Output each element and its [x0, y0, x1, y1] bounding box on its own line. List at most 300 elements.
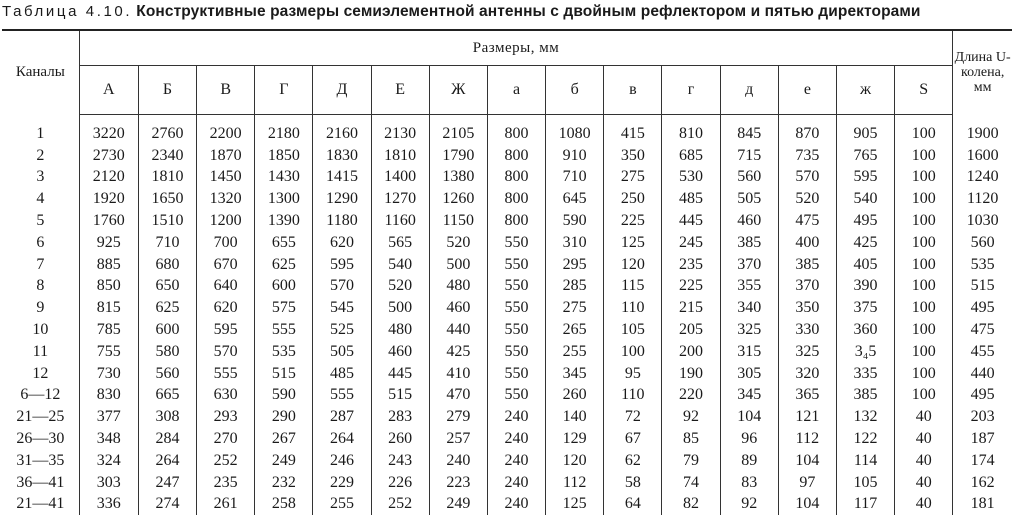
value-cell: 470: [429, 385, 487, 407]
value-cell: 125: [604, 232, 662, 254]
value-cell: 1390: [255, 210, 313, 232]
column-header: д: [720, 66, 778, 115]
value-cell: 40: [895, 472, 953, 494]
value-cell: 550: [487, 385, 545, 407]
channels-header: Каналы: [2, 30, 79, 115]
value-cell: 104: [778, 450, 836, 472]
value-cell: 1120: [953, 188, 1012, 210]
value-cell: 710: [138, 232, 196, 254]
table-body: [2, 115, 1012, 516]
value-cell: 325: [778, 341, 836, 363]
value-cell: 1300: [255, 188, 313, 210]
value-cell: 735: [778, 145, 836, 167]
column-header: Г: [255, 66, 313, 115]
value-cell: 565: [371, 232, 429, 254]
value-cell: 283: [371, 406, 429, 428]
channel-cell: 21—41: [2, 494, 79, 516]
column-header: S: [895, 66, 953, 115]
table-row: [2, 232, 1012, 254]
value-cell: 495: [953, 385, 1012, 407]
channel-cell: 12: [2, 363, 79, 385]
value-cell: 229: [313, 472, 371, 494]
value-cell: 1650: [138, 188, 196, 210]
value-cell: 330: [778, 319, 836, 341]
value-cell: 540: [371, 254, 429, 276]
table-caption: [2, 3, 1012, 21]
value-cell: 1180: [313, 210, 371, 232]
value-cell: 810: [662, 115, 720, 145]
value-cell: 112: [778, 428, 836, 450]
value-cell: 1430: [255, 167, 313, 189]
value-cell: 815: [79, 297, 138, 319]
value-cell: 570: [313, 276, 371, 298]
value-cell: 96: [720, 428, 778, 450]
value-cell: 595: [313, 254, 371, 276]
value-cell: 650: [138, 276, 196, 298]
value-cell: 560: [138, 363, 196, 385]
value-cell: 550: [487, 297, 545, 319]
value-cell: 1920: [79, 188, 138, 210]
value-cell: 590: [546, 210, 604, 232]
channel-cell: 9: [2, 297, 79, 319]
value-cell: 445: [371, 363, 429, 385]
value-cell: 385: [720, 232, 778, 254]
value-cell: 1400: [371, 167, 429, 189]
value-cell: 800: [487, 115, 545, 145]
value-cell: 122: [836, 428, 894, 450]
value-cell: 255: [313, 494, 371, 516]
value-cell: 200: [662, 341, 720, 363]
value-cell: 670: [197, 254, 255, 276]
value-cell: 40: [895, 406, 953, 428]
value-cell: 370: [778, 276, 836, 298]
value-cell: 535: [255, 341, 313, 363]
value-cell: 115: [604, 276, 662, 298]
value-cell: 460: [429, 297, 487, 319]
value-cell: 267: [255, 428, 313, 450]
value-cell: 495: [836, 210, 894, 232]
value-cell: 3220: [79, 115, 138, 145]
value-cell: 640: [197, 276, 255, 298]
value-cell: 2105: [429, 115, 487, 145]
value-cell: 350: [604, 145, 662, 167]
value-cell: 125: [546, 494, 604, 516]
value-cell: 665: [138, 385, 196, 407]
value-cell: 350: [778, 297, 836, 319]
value-cell: 104: [778, 494, 836, 516]
value-cell: 440: [429, 319, 487, 341]
value-cell: 240: [487, 428, 545, 450]
value-cell: 645: [546, 188, 604, 210]
value-cell: 181: [953, 494, 1012, 516]
table-row: [2, 406, 1012, 428]
column-header: б: [546, 66, 604, 115]
value-cell: 377: [79, 406, 138, 428]
value-cell: 905: [836, 115, 894, 145]
value-cell: 240: [429, 450, 487, 472]
column-header: в: [604, 66, 662, 115]
channel-cell: 6—12: [2, 385, 79, 407]
value-cell: 560: [720, 167, 778, 189]
value-cell: 249: [429, 494, 487, 516]
value-cell: 320: [778, 363, 836, 385]
column-header: Е: [371, 66, 429, 115]
value-cell: 58: [604, 472, 662, 494]
value-cell: 140: [546, 406, 604, 428]
value-cell: 279: [429, 406, 487, 428]
channel-cell: 26—30: [2, 428, 79, 450]
value-cell: 550: [487, 276, 545, 298]
value-cell: 100: [895, 297, 953, 319]
value-cell: 257: [429, 428, 487, 450]
table-row: [2, 428, 1012, 450]
value-cell: 455: [953, 341, 1012, 363]
value-cell: 1790: [429, 145, 487, 167]
channel-cell: 5: [2, 210, 79, 232]
value-cell: 114: [836, 450, 894, 472]
value-cell: 249: [255, 450, 313, 472]
value-cell: 620: [197, 297, 255, 319]
value-cell: 485: [313, 363, 371, 385]
value-cell: 425: [836, 232, 894, 254]
value-cell: 100: [895, 276, 953, 298]
value-cell: 132: [836, 406, 894, 428]
value-cell: 715: [720, 145, 778, 167]
value-cell: 220: [662, 385, 720, 407]
value-cell: 1510: [138, 210, 196, 232]
value-cell: 226: [371, 472, 429, 494]
value-cell: 730: [79, 363, 138, 385]
column-header: Д: [313, 66, 371, 115]
value-cell: 235: [197, 472, 255, 494]
channel-cell: 21—25: [2, 406, 79, 428]
value-cell: 74: [662, 472, 720, 494]
value-cell: 92: [662, 406, 720, 428]
value-cell: 308: [138, 406, 196, 428]
value-cell: 550: [487, 363, 545, 385]
value-cell: 580: [138, 341, 196, 363]
value-cell: 1150: [429, 210, 487, 232]
value-cell: 117: [836, 494, 894, 516]
value-cell: 505: [720, 188, 778, 210]
value-cell: 590: [255, 385, 313, 407]
value-cell: 555: [313, 385, 371, 407]
value-cell: 495: [953, 297, 1012, 319]
value-cell: 105: [836, 472, 894, 494]
value-cell: 100: [895, 188, 953, 210]
value-cell: 630: [197, 385, 255, 407]
channel-cell: 7: [2, 254, 79, 276]
value-cell: 264: [138, 450, 196, 472]
value-cell: 97: [778, 472, 836, 494]
value-cell: 480: [429, 276, 487, 298]
value-cell: 625: [255, 254, 313, 276]
channel-cell: 6: [2, 232, 79, 254]
value-cell: 2160: [313, 115, 371, 145]
value-cell: 336: [79, 494, 138, 516]
value-cell: 600: [255, 276, 313, 298]
table-row: [2, 254, 1012, 276]
table-row: [2, 115, 1012, 145]
value-cell: 1200: [197, 210, 255, 232]
value-cell: 2730: [79, 145, 138, 167]
value-cell: 92: [720, 494, 778, 516]
value-cell: 225: [604, 210, 662, 232]
value-cell: 460: [371, 341, 429, 363]
channel-cell: 2: [2, 145, 79, 167]
value-cell: 360: [836, 319, 894, 341]
value-cell: 64: [604, 494, 662, 516]
value-cell: 800: [487, 167, 545, 189]
value-cell: 310: [546, 232, 604, 254]
value-cell: 203: [953, 406, 1012, 428]
value-cell: 755: [79, 341, 138, 363]
value-cell: 515: [255, 363, 313, 385]
value-cell: 293: [197, 406, 255, 428]
value-cell: 550: [487, 319, 545, 341]
value-cell: 120: [546, 450, 604, 472]
value-cell: 1030: [953, 210, 1012, 232]
value-cell: 1810: [138, 167, 196, 189]
value-cell: 600: [138, 319, 196, 341]
value-cell: 400: [778, 232, 836, 254]
value-cell: 83: [720, 472, 778, 494]
value-cell: 100: [604, 341, 662, 363]
value-cell: 555: [255, 319, 313, 341]
column-header: А: [79, 66, 138, 115]
value-cell: 620: [313, 232, 371, 254]
value-cell: 100: [895, 319, 953, 341]
value-cell: 232: [255, 472, 313, 494]
column-header: Ж: [429, 66, 487, 115]
column-header: е: [778, 66, 836, 115]
value-cell: 240: [487, 494, 545, 516]
value-cell: 3₄5: [836, 341, 894, 363]
value-cell: 162: [953, 472, 1012, 494]
value-cell: 410: [429, 363, 487, 385]
value-cell: 1290: [313, 188, 371, 210]
value-cell: 1080: [546, 115, 604, 145]
value-cell: 100: [895, 232, 953, 254]
value-cell: 240: [487, 472, 545, 494]
table-row: [2, 145, 1012, 167]
value-cell: 100: [895, 254, 953, 276]
value-cell: 72: [604, 406, 662, 428]
value-cell: 82: [662, 494, 720, 516]
value-cell: 475: [778, 210, 836, 232]
value-cell: 284: [138, 428, 196, 450]
value-cell: 570: [778, 167, 836, 189]
value-cell: 520: [429, 232, 487, 254]
value-cell: 460: [720, 210, 778, 232]
value-cell: 850: [79, 276, 138, 298]
value-cell: 100: [895, 167, 953, 189]
value-cell: 1270: [371, 188, 429, 210]
table-row: [2, 363, 1012, 385]
value-cell: 535: [953, 254, 1012, 276]
value-cell: 500: [371, 297, 429, 319]
value-cell: 120: [604, 254, 662, 276]
value-cell: 174: [953, 450, 1012, 472]
value-cell: 570: [197, 341, 255, 363]
channel-cell: 3: [2, 167, 79, 189]
value-cell: 375: [836, 297, 894, 319]
value-cell: 129: [546, 428, 604, 450]
value-cell: 925: [79, 232, 138, 254]
value-cell: 785: [79, 319, 138, 341]
column-header: а: [487, 66, 545, 115]
value-cell: 40: [895, 494, 953, 516]
value-cell: 261: [197, 494, 255, 516]
value-cell: 625: [138, 297, 196, 319]
value-cell: 348: [79, 428, 138, 450]
value-cell: 1240: [953, 167, 1012, 189]
value-cell: 765: [836, 145, 894, 167]
value-cell: 250: [604, 188, 662, 210]
value-cell: 655: [255, 232, 313, 254]
sizes-header: Размеры, мм: [79, 30, 953, 66]
value-cell: 270: [197, 428, 255, 450]
value-cell: 680: [138, 254, 196, 276]
value-cell: 79: [662, 450, 720, 472]
value-cell: 560: [953, 232, 1012, 254]
value-cell: 545: [313, 297, 371, 319]
column-header: г: [662, 66, 720, 115]
value-cell: 425: [429, 341, 487, 363]
value-cell: 258: [255, 494, 313, 516]
column-header: Б: [138, 66, 196, 115]
value-cell: 40: [895, 428, 953, 450]
value-cell: 240: [487, 406, 545, 428]
value-cell: 550: [487, 232, 545, 254]
value-cell: 275: [546, 297, 604, 319]
value-cell: 525: [313, 319, 371, 341]
value-cell: 89: [720, 450, 778, 472]
value-cell: 110: [604, 297, 662, 319]
value-cell: 885: [79, 254, 138, 276]
table-title: Конструктивные размеры семиэлементной антенны с двойным рефлектором и пятью директорами: [136, 3, 921, 20]
value-cell: 685: [662, 145, 720, 167]
value-cell: 2180: [255, 115, 313, 145]
value-cell: 100: [895, 210, 953, 232]
value-cell: 112: [546, 472, 604, 494]
value-cell: 385: [778, 254, 836, 276]
channel-cell: 36—41: [2, 472, 79, 494]
value-cell: 295: [546, 254, 604, 276]
value-cell: 365: [778, 385, 836, 407]
value-cell: 274: [138, 494, 196, 516]
value-cell: 255: [546, 341, 604, 363]
table-row: [2, 472, 1012, 494]
value-cell: 2120: [79, 167, 138, 189]
value-cell: 245: [662, 232, 720, 254]
value-cell: 710: [546, 167, 604, 189]
value-cell: 246: [313, 450, 371, 472]
value-cell: 1320: [197, 188, 255, 210]
table-row: [2, 297, 1012, 319]
value-cell: 2130: [371, 115, 429, 145]
value-cell: 355: [720, 276, 778, 298]
value-cell: 235: [662, 254, 720, 276]
value-cell: 700: [197, 232, 255, 254]
value-cell: 252: [371, 494, 429, 516]
value-cell: 550: [487, 341, 545, 363]
value-cell: 85: [662, 428, 720, 450]
value-cell: 370: [720, 254, 778, 276]
channel-cell: 10: [2, 319, 79, 341]
value-cell: 264: [313, 428, 371, 450]
channel-cell: 11: [2, 341, 79, 363]
value-cell: 110: [604, 385, 662, 407]
value-cell: 40: [895, 450, 953, 472]
value-cell: 121: [778, 406, 836, 428]
value-cell: 187: [953, 428, 1012, 450]
value-cell: 324: [79, 450, 138, 472]
value-cell: 800: [487, 210, 545, 232]
value-cell: 530: [662, 167, 720, 189]
value-cell: 100: [895, 385, 953, 407]
value-cell: 345: [546, 363, 604, 385]
value-cell: 1450: [197, 167, 255, 189]
value-cell: 225: [662, 276, 720, 298]
table-row: [2, 341, 1012, 363]
value-cell: 205: [662, 319, 720, 341]
value-cell: 290: [255, 406, 313, 428]
table-row: [2, 210, 1012, 232]
value-cell: 520: [371, 276, 429, 298]
value-cell: 1850: [255, 145, 313, 167]
value-cell: 190: [662, 363, 720, 385]
value-cell: 870: [778, 115, 836, 145]
value-cell: 275: [604, 167, 662, 189]
channel-cell: 8: [2, 276, 79, 298]
value-cell: 1810: [371, 145, 429, 167]
column-header: ж: [836, 66, 894, 115]
value-cell: 265: [546, 319, 604, 341]
value-cell: 1760: [79, 210, 138, 232]
value-cell: 260: [371, 428, 429, 450]
value-cell: 243: [371, 450, 429, 472]
value-cell: 240: [487, 450, 545, 472]
value-cell: 100: [895, 341, 953, 363]
value-cell: 335: [836, 363, 894, 385]
table-row: [2, 167, 1012, 189]
table-row: [2, 188, 1012, 210]
value-cell: 105: [604, 319, 662, 341]
channel-cell: 31—35: [2, 450, 79, 472]
value-cell: 575: [255, 297, 313, 319]
value-cell: 340: [720, 297, 778, 319]
value-cell: 515: [371, 385, 429, 407]
value-cell: 1160: [371, 210, 429, 232]
channel-cell: 1: [2, 115, 79, 145]
value-cell: 100: [895, 363, 953, 385]
dimensions-table: [2, 29, 1012, 515]
value-cell: 285: [546, 276, 604, 298]
value-cell: 910: [546, 145, 604, 167]
value-cell: 415: [604, 115, 662, 145]
table-row: [2, 319, 1012, 341]
table-row: [2, 276, 1012, 298]
table-header: [2, 30, 1012, 115]
value-cell: 445: [662, 210, 720, 232]
value-cell: 287: [313, 406, 371, 428]
table-row: [2, 450, 1012, 472]
value-cell: 345: [720, 385, 778, 407]
value-cell: 1260: [429, 188, 487, 210]
table-number: Таблица 4.10.: [2, 3, 133, 20]
value-cell: 1830: [313, 145, 371, 167]
